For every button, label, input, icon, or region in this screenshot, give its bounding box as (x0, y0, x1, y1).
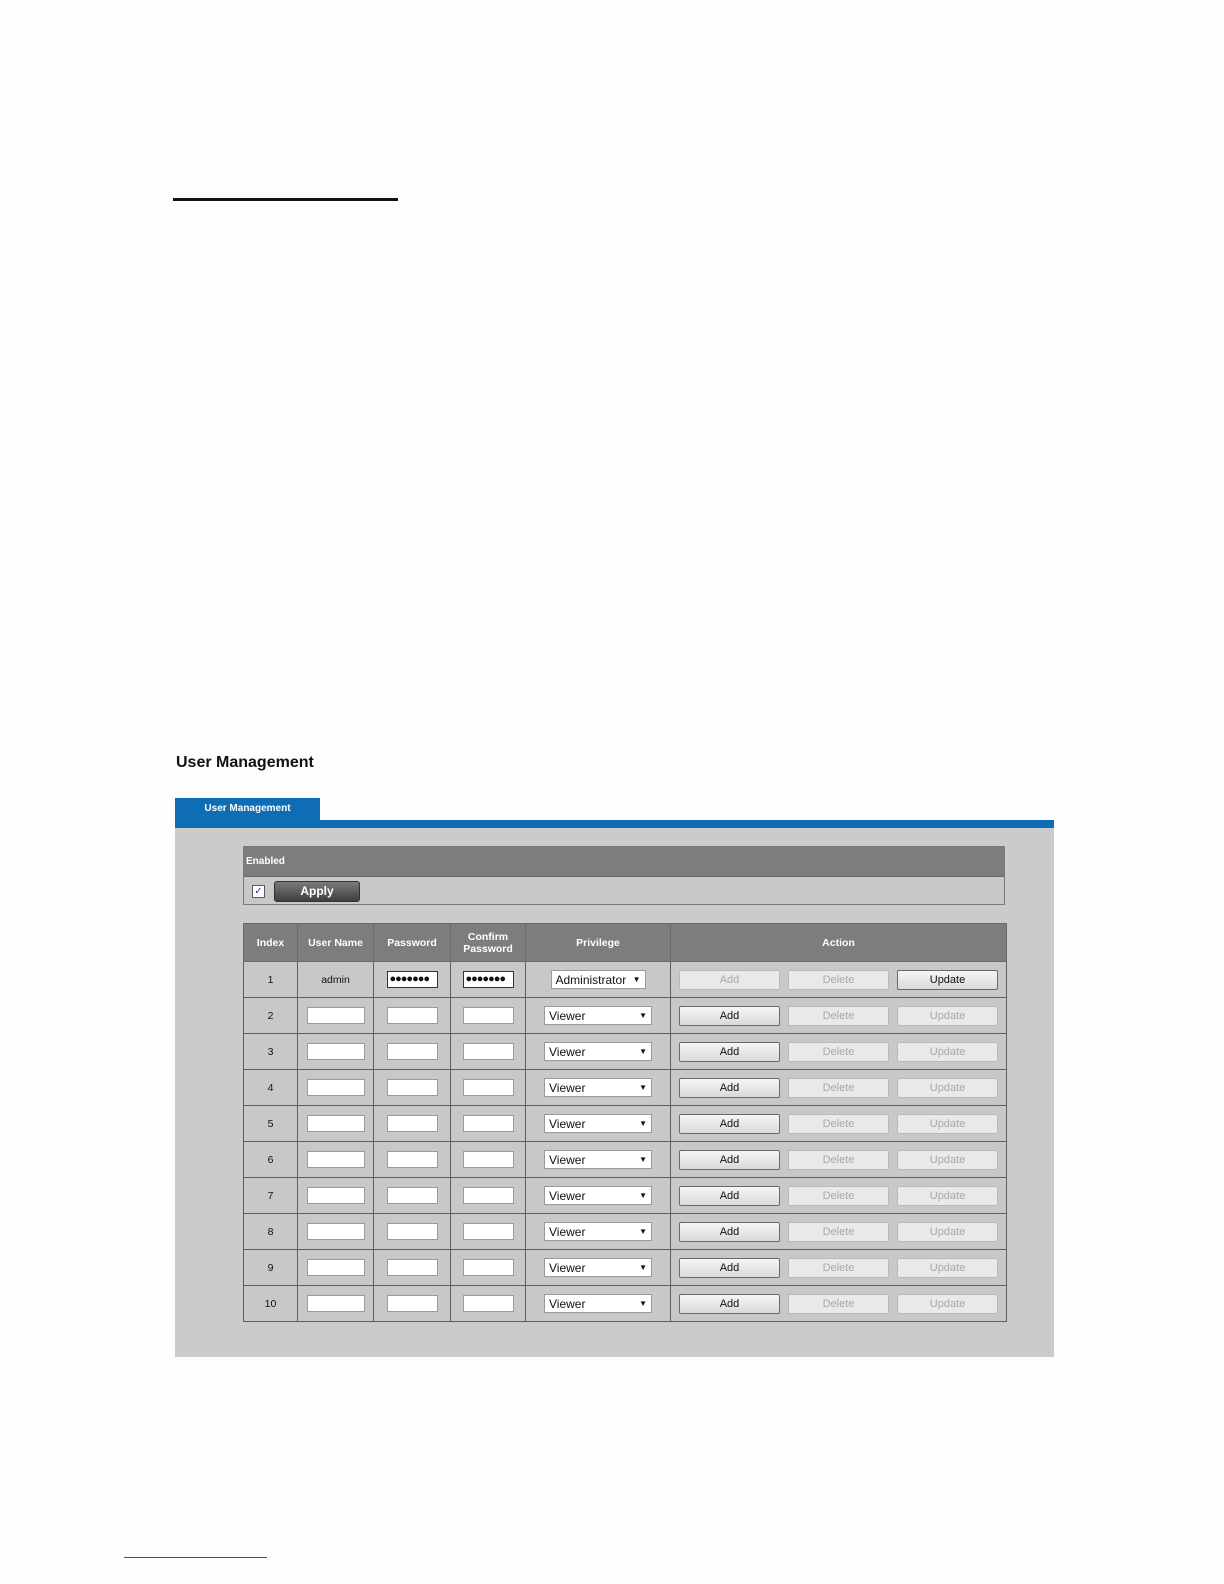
delete-button[interactable]: Delete (788, 1294, 889, 1314)
add-button[interactable]: Add (679, 1222, 780, 1242)
privilege-select[interactable] (544, 1150, 652, 1169)
privilege-cell (526, 962, 671, 998)
index-cell (244, 1178, 298, 1214)
password-cell (374, 962, 451, 998)
row-index: 8 (267, 1225, 274, 1238)
page-title: User Management (176, 754, 314, 771)
update-button[interactable]: Update (897, 1078, 998, 1098)
chevron-down-icon: ▼ (639, 1227, 647, 1236)
user-name-value: admin (321, 973, 350, 986)
confirm-password-input[interactable] (463, 1151, 514, 1168)
privilege-select[interactable] (544, 1042, 652, 1061)
delete-button[interactable]: Delete (788, 1222, 889, 1242)
chevron-down-icon: ▼ (639, 1119, 647, 1128)
row-index: 3 (267, 1045, 274, 1058)
users-table (243, 923, 1007, 1322)
add-button[interactable]: Add (679, 1078, 780, 1098)
user-name-input[interactable] (307, 1187, 365, 1204)
action-cell (671, 1142, 1007, 1178)
footer-link-underline (124, 1557, 267, 1558)
update-button[interactable]: Update (897, 1042, 998, 1062)
privilege-select[interactable] (544, 1006, 652, 1025)
action-cell (671, 1106, 1007, 1142)
user-name-cell (298, 1250, 374, 1286)
row-index: 10 (264, 1297, 277, 1310)
chevron-down-icon: ▼ (639, 1191, 647, 1200)
delete-button[interactable]: Delete (788, 1006, 889, 1026)
user-name-input[interactable] (307, 1007, 365, 1024)
user-name-cell (298, 1034, 374, 1070)
confirm-password-cell (451, 1286, 526, 1322)
update-button[interactable]: Update (897, 1258, 998, 1278)
update-button[interactable]: Update (897, 1006, 998, 1026)
delete-button[interactable]: Delete (788, 1078, 889, 1098)
confirm-password-input[interactable] (463, 1007, 514, 1024)
tab-bar (175, 820, 1054, 828)
table-header-row (244, 924, 1007, 962)
action-cell (671, 1034, 1007, 1070)
index-cell (244, 1286, 298, 1322)
privilege-value: Viewer (549, 1296, 586, 1311)
chevron-down-icon: ▼ (639, 1299, 647, 1308)
header-confirm-line2: Password (463, 942, 513, 955)
add-button[interactable]: Add (679, 1042, 780, 1062)
confirm-password-input[interactable]: ●●●●●●● (463, 971, 514, 988)
privilege-value: Viewer (549, 1224, 586, 1239)
header-privilege: Privilege (526, 924, 671, 962)
user-name-cell (298, 962, 374, 998)
privilege-value: Viewer (549, 1152, 586, 1167)
confirm-password-input[interactable] (463, 1187, 514, 1204)
confirm-password-input[interactable] (463, 1259, 514, 1276)
password-input[interactable] (387, 1259, 438, 1276)
chevron-down-icon: ▼ (639, 1263, 647, 1272)
privilege-cell (526, 1106, 671, 1142)
enabled-header: Enabled (244, 847, 1004, 877)
update-button[interactable]: Update (897, 1114, 998, 1134)
privilege-value: Viewer (549, 1116, 586, 1131)
header-action: Action (671, 924, 1007, 962)
confirm-password-cell (451, 1070, 526, 1106)
privilege-cell (526, 1250, 671, 1286)
chevron-down-icon: ▼ (639, 1083, 647, 1092)
user-name-input[interactable] (307, 1115, 365, 1132)
row-index: 7 (267, 1189, 274, 1202)
privilege-select[interactable] (544, 1078, 652, 1097)
header-password: Password (374, 924, 451, 962)
index-cell (244, 1250, 298, 1286)
table-row (244, 1250, 1007, 1286)
password-cell (374, 998, 451, 1034)
user-name-input[interactable] (307, 1151, 365, 1168)
password-cell (374, 1250, 451, 1286)
password-input[interactable] (387, 1115, 438, 1132)
password-input[interactable] (387, 1151, 438, 1168)
delete-button[interactable]: Delete (788, 1150, 889, 1170)
update-button[interactable]: Update (897, 1150, 998, 1170)
privilege-select[interactable] (551, 970, 646, 989)
table-row (244, 1106, 1007, 1142)
privilege-value: Viewer (549, 1044, 586, 1059)
user-name-cell (298, 1214, 374, 1250)
update-button[interactable]: Update (897, 970, 998, 990)
chevron-down-icon: ▼ (639, 1155, 647, 1164)
table-row (244, 1034, 1007, 1070)
password-input[interactable] (387, 1295, 438, 1312)
privilege-value: Viewer (549, 1008, 586, 1023)
privilege-value: Viewer (549, 1260, 586, 1275)
action-cell (671, 1070, 1007, 1106)
privilege-select[interactable] (544, 1186, 652, 1205)
table-row (244, 1070, 1007, 1106)
privilege-value: Viewer (549, 1188, 586, 1203)
password-cell (374, 1286, 451, 1322)
header-confirm-line1: Confirm (467, 930, 509, 943)
user-name-cell (298, 1286, 374, 1322)
privilege-cell (526, 998, 671, 1034)
update-button[interactable]: Update (897, 1222, 998, 1242)
confirm-password-input[interactable] (463, 1115, 514, 1132)
chevron-down-icon: ▼ (639, 1047, 647, 1056)
privilege-value: Administrator (555, 972, 627, 987)
confirm-password-cell (451, 1142, 526, 1178)
privilege-select[interactable] (544, 1258, 652, 1277)
tab-user-management[interactable]: User Management (175, 798, 320, 822)
delete-button[interactable]: Delete (788, 1042, 889, 1062)
update-button[interactable]: Update (897, 1186, 998, 1206)
index-cell (244, 1034, 298, 1070)
apply-button[interactable]: Apply (274, 881, 360, 902)
index-cell (244, 962, 298, 998)
index-cell (244, 1106, 298, 1142)
password-cell (374, 1034, 451, 1070)
user-name-cell (298, 1070, 374, 1106)
action-cell (671, 1214, 1007, 1250)
delete-button[interactable]: Delete (788, 1258, 889, 1278)
index-cell (244, 1142, 298, 1178)
delete-button[interactable]: Delete (788, 970, 889, 990)
password-cell (374, 1070, 451, 1106)
add-button[interactable]: Add (679, 1114, 780, 1134)
action-cell (671, 962, 1007, 998)
action-cell (671, 1286, 1007, 1322)
add-button[interactable]: Add (679, 1258, 780, 1278)
user-name-cell (298, 1178, 374, 1214)
header-index: Index (244, 924, 298, 962)
privilege-cell (526, 1214, 671, 1250)
confirm-password-input[interactable] (463, 1043, 514, 1060)
confirm-password-cell (451, 1250, 526, 1286)
top-divider (173, 198, 398, 201)
enabled-checkbox[interactable]: ✓ (252, 885, 265, 898)
password-cell (374, 1214, 451, 1250)
confirm-password-cell (451, 1034, 526, 1070)
confirm-password-cell (451, 1214, 526, 1250)
user-name-input[interactable] (307, 1079, 365, 1096)
table-row (244, 962, 1007, 998)
confirm-password-cell (451, 998, 526, 1034)
action-cell (671, 1250, 1007, 1286)
add-button[interactable]: Add (679, 1006, 780, 1026)
action-cell (671, 998, 1007, 1034)
user-name-input[interactable] (307, 1223, 365, 1240)
enabled-section (243, 846, 1005, 905)
password-input[interactable] (387, 1043, 438, 1060)
password-input[interactable] (387, 1187, 438, 1204)
confirm-password-cell (451, 962, 526, 998)
password-cell (374, 1106, 451, 1142)
table-row (244, 1214, 1007, 1250)
table-row (244, 998, 1007, 1034)
header-confirm-password (451, 924, 526, 962)
password-cell (374, 1178, 451, 1214)
privilege-select[interactable] (544, 1294, 652, 1313)
row-index: 6 (267, 1153, 274, 1166)
confirm-password-input[interactable] (463, 1223, 514, 1240)
header-user-name: User Name (298, 924, 374, 962)
confirm-password-input[interactable] (463, 1295, 514, 1312)
index-cell (244, 998, 298, 1034)
table-row (244, 1142, 1007, 1178)
password-input[interactable]: ●●●●●●● (387, 971, 438, 988)
user-name-input[interactable] (307, 1043, 365, 1060)
index-cell (244, 1214, 298, 1250)
delete-button[interactable]: Delete (788, 1114, 889, 1134)
action-cell (671, 1178, 1007, 1214)
privilege-cell (526, 1034, 671, 1070)
add-button[interactable]: Add (679, 1294, 780, 1314)
privilege-value: Viewer (549, 1080, 586, 1095)
row-index: 9 (267, 1261, 274, 1274)
confirm-password-cell (451, 1106, 526, 1142)
privilege-select[interactable] (544, 1222, 652, 1241)
confirm-password-cell (451, 1178, 526, 1214)
update-button[interactable]: Update (897, 1294, 998, 1314)
privilege-cell (526, 1178, 671, 1214)
password-input[interactable] (387, 1007, 438, 1024)
privilege-select[interactable] (544, 1114, 652, 1133)
user-name-input[interactable] (307, 1259, 365, 1276)
password-input[interactable] (387, 1079, 438, 1096)
confirm-password-input[interactable] (463, 1079, 514, 1096)
row-index: 2 (267, 1009, 274, 1022)
chevron-down-icon: ▼ (632, 975, 641, 984)
table-row (244, 1286, 1007, 1322)
index-cell (244, 1070, 298, 1106)
add-button[interactable]: Add (679, 1150, 780, 1170)
chevron-down-icon: ▼ (639, 1011, 647, 1020)
row-index: 1 (267, 973, 274, 986)
password-input[interactable] (387, 1223, 438, 1240)
row-index: 4 (267, 1081, 274, 1094)
row-index: 5 (267, 1117, 274, 1130)
user-name-input[interactable] (307, 1295, 365, 1312)
password-cell (374, 1142, 451, 1178)
user-name-cell (298, 998, 374, 1034)
privilege-cell (526, 1286, 671, 1322)
add-button[interactable]: Add (679, 970, 780, 990)
privilege-cell (526, 1070, 671, 1106)
user-name-cell (298, 1142, 374, 1178)
add-button[interactable]: Add (679, 1186, 780, 1206)
privilege-cell (526, 1142, 671, 1178)
delete-button[interactable]: Delete (788, 1186, 889, 1206)
user-name-cell (298, 1106, 374, 1142)
table-row (244, 1178, 1007, 1214)
